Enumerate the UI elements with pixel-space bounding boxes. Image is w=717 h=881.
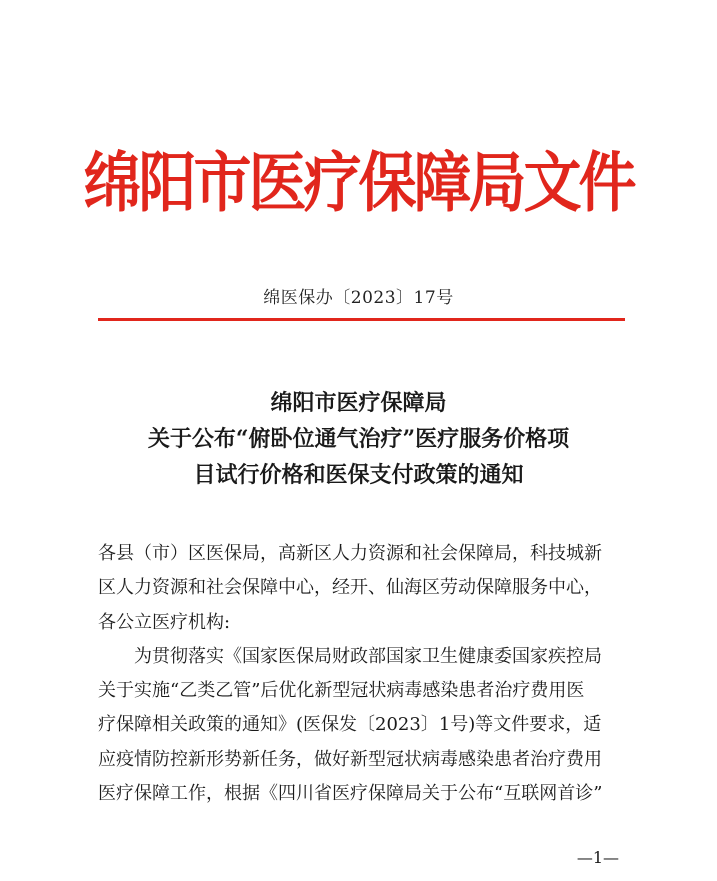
body-line: 各县（市）区医保局，高新区人力资源和社会保障局，科技城新 (98, 543, 602, 564)
body-text (98, 537, 625, 811)
body-line: 区人力资源和社会保障中心，经开、仙海区劳动保障服务中心， (98, 577, 602, 599)
title-line-2: 关于公布“俯卧位通气治疗”医疗服务价格项 (147, 426, 570, 452)
body-line: 为贯彻落实《国家医保局财政部国家卫生健康委国家疾控局 (134, 645, 602, 667)
page-number: —1— (576, 848, 619, 867)
document-number: 绵医保办〔2023〕17号 (263, 288, 454, 308)
title-line-3: 目试行价格和医保支付政策的通知 (193, 462, 524, 488)
title-line-1: 绵阳市医疗保障局 (270, 390, 447, 416)
body-line: 应疫情防控新形势新任务，做好新型冠状病毒感染患者治疗费用 (98, 748, 602, 770)
body-line: 医疗保障工作，根据《四川省医疗保障局关于公布“互联网首诊” (98, 783, 603, 805)
body-line: 关于实施“乙类乙管”后优化新型冠状病毒感染患者治疗费用医 (98, 680, 585, 702)
notice-title (60, 385, 657, 493)
body-line: 疗保障相关政策的通知》(医保发〔2023〕1号)等文件要求，适 (98, 714, 602, 736)
body-line: 各公立医疗机构: (98, 611, 231, 633)
red-separator-line (98, 318, 625, 321)
issuing-organization-header: 绵阳市医疗保障局文件 (83, 144, 634, 221)
